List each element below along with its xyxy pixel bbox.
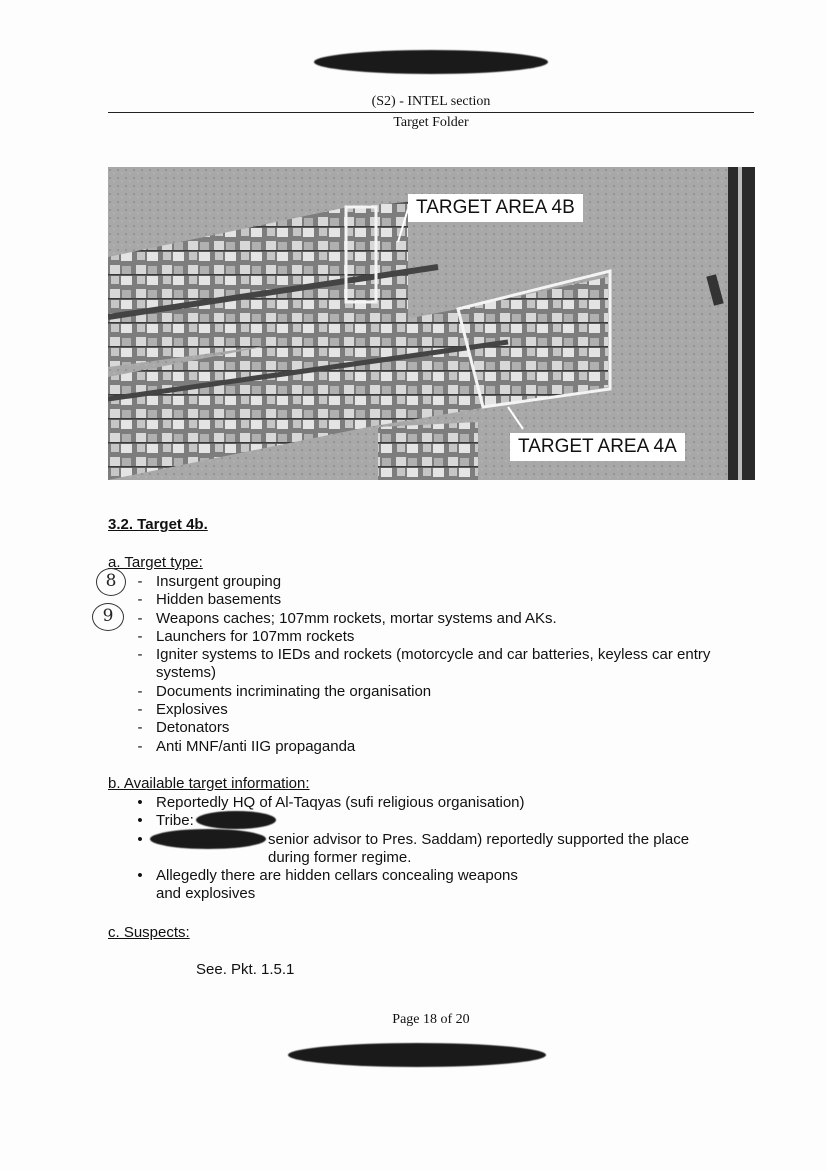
page-number: Page 18 of 20 — [392, 1012, 470, 1027]
target-heading: 3.2. Target 4b. — [108, 516, 208, 533]
dash-marker: - — [137, 627, 143, 645]
list-item: • Reportedly HQ of Al-Taqyas (sufi religious organisation) — [108, 794, 728, 812]
list-item: - Insurgent grouping — [108, 573, 768, 591]
list-item: - Documents incriminating the organisation — [108, 683, 768, 701]
classification-redaction-bottom — [288, 1043, 546, 1067]
list-item: • senior advisor to Pres. Saddam) reportedly supported the place during former regime. — [108, 831, 728, 868]
name-redaction — [150, 829, 266, 849]
dash-marker: - — [137, 737, 143, 755]
handwritten-9-annotation: 9 — [92, 603, 124, 631]
list-item: - Anti MNF/anti IIG propaganda — [108, 738, 768, 756]
suspects-heading: c. Suspects: — [108, 924, 190, 941]
dash-marker: - — [137, 646, 143, 664]
dash-marker: - — [137, 719, 143, 737]
target-type-heading: a. Target type: — [108, 554, 203, 571]
target-area-4b-label: TARGET AREA 4B — [408, 194, 583, 222]
list-item: • Allegedly there are hidden cellars concealing weapons and explosives — [108, 867, 728, 904]
tribe-redaction — [196, 811, 276, 829]
folder-title: Target Folder — [393, 115, 469, 130]
dash-marker: - — [137, 591, 143, 609]
section-title: (S2) - INTEL section — [371, 94, 491, 109]
bullet-marker: • — [137, 830, 143, 848]
classification-redaction-top — [314, 50, 548, 74]
bullet-marker: • — [137, 867, 143, 885]
dash-marker: - — [137, 573, 143, 590]
dash-marker: - — [137, 701, 143, 719]
list-item: - Launchers for 107mm rockets — [108, 628, 768, 646]
list-item: - Explosives — [108, 701, 768, 719]
bullet-marker: • — [137, 794, 143, 811]
dash-marker: - — [137, 609, 143, 627]
list-item: - Igniter systems to IEDs and rockets (motorcycle and car batteries, keyless car entry systems) — [108, 646, 768, 683]
target-type-list — [108, 573, 768, 756]
handwritten-8-annotation: 8 — [96, 568, 126, 596]
list-item: - Weapons caches; 107mm rockets, mortar systems and AKs. — [108, 610, 768, 628]
list-item: - Detonators — [108, 719, 768, 737]
target-area-4a-label: TARGET AREA 4A — [510, 433, 685, 461]
header-divider — [108, 112, 754, 113]
aerial-photo — [108, 167, 755, 480]
list-item: - Hidden basements — [108, 591, 768, 609]
target-info-heading: b. Available target information: — [108, 775, 310, 792]
dash-marker: - — [137, 682, 143, 700]
bullet-marker: • — [137, 812, 143, 830]
list-item: • Tribe: — [108, 812, 728, 830]
suspects-text: See. Pkt. 1.5.1 — [196, 961, 295, 978]
